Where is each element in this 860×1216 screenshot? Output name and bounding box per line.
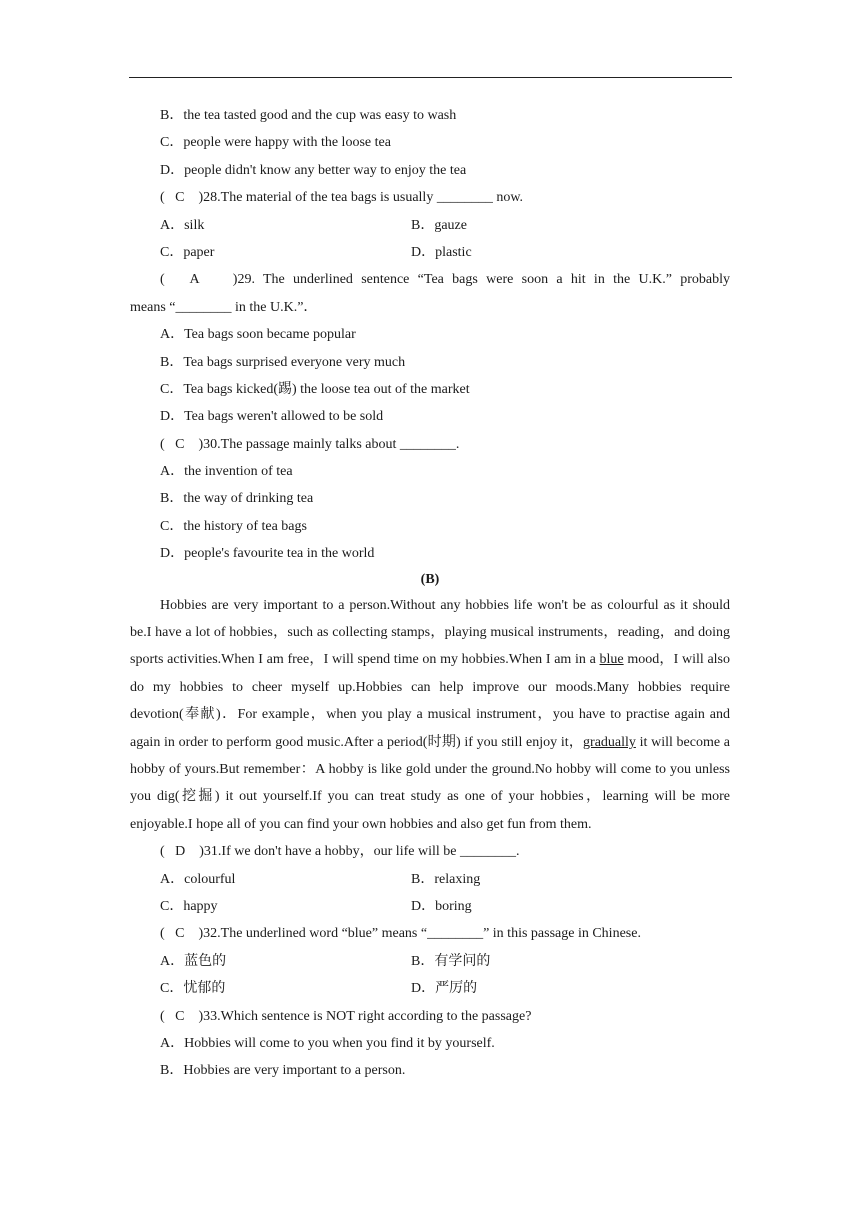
option-31d: D．boring [411,899,472,915]
question-32-stem: ( C )32.The underlined word “blue” means “________” in this passage in Chinese. [160,926,641,942]
document-body [130,102,730,1085]
question-29-stem-line-2: means “________ in the U.K.”． [130,299,318,315]
question-31-options-row-2 [130,893,730,920]
option-32c: C．忧郁的 [160,981,226,997]
option-33a: A．Hobbies will come to you when you find it by yourself. [160,1036,495,1052]
question-29-stem-line-1: ( A )29. The underlined sentence “Tea bags were soon a hit in the U.K.” probably [160,272,730,288]
underlined-word-blue: blue [599,652,624,668]
question-28-options-row-2 [130,239,730,266]
question-28-stem: ( C )28.The material of the tea bags is usually ________ now. [160,190,524,206]
passage-b-part-3: it will become a hobby of yours.But remember：A hobby is like gold under the ground.No hobby will come to you unless you dig(挖掘) it out yourself.If you can treat study as one of your hobbies，learning will be more enjoyable.I hope all of you can find your own hobbies and also get fun from them. [130,734,731,832]
question-33-stem: ( C )33.Which sentence is NOT right according to the passage? [160,1008,532,1024]
header-rule [129,77,732,78]
option-30b: B．the way of drinking tea [160,491,314,507]
option-30c: C．the history of tea bags [160,518,307,534]
option-28a: A．silk [160,217,205,233]
question-30-stem: ( C )30.The passage mainly talks about ________. [160,436,460,452]
option-30d: D．people's favourite tea in the world [160,546,375,562]
option-29c: C．Tea bags kicked(踢) the loose tea out of the market [160,381,470,397]
question-32-options-row-2 [130,975,730,1002]
option-32a: A．蓝色的 [160,953,227,969]
option-30a: A．the invention of tea [160,464,293,480]
option-27b: B．the tea tasted good and the cup was easy to wash [160,108,457,123]
option-27c: C．people were happy with the loose tea [160,135,391,151]
option-32d: D．严厉的 [411,981,478,997]
option-31a: A．colourful [160,871,236,887]
option-29a: A．Tea bags soon became popular [160,327,356,343]
option-32b: B．有学问的 [411,953,491,969]
underlined-word-gradually: gradually [583,734,636,750]
option-29b: B．Tea bags surprised everyone very much [160,354,406,370]
option-31b: B．relaxing [411,871,481,887]
question-32-options-row-1 [130,948,730,975]
option-27d: D．people didn't know any better way to enjoy the tea [160,162,467,178]
option-28b: B．gauze [411,217,467,233]
passage-b-part-1: Hobbies are very important to a person.Without any hobbies life won't be as colourful as it should be.I have a lot of hobbies，such as collecting stamps，playing musical instruments，reading，and doing sports activities.When I am free，I will spend time on my hobbies.When I am in a [130,597,730,668]
passage-b [130,592,730,839]
option-28d: D．plastic [411,244,472,260]
option-33b: B．Hobbies are very important to a person. [160,1063,406,1079]
question-31-stem: ( D )31.If we don't have a hobby，our life will be ________. [160,844,520,860]
passage-b-part-2: mood，I will also do my hobbies to cheer myself up.Hobbies can help improve our moods.Many hobbies require devotion(奉献)．For example，when you play a musical instrument，you have to practise again and again in order to perform good music.After a period(时期) if you still enjoy it， [130,652,730,750]
question-28-options-row-1 [130,212,730,239]
option-29d: D．Tea bags weren't allowed to be sold [160,409,384,425]
option-28c: C．paper [160,244,215,260]
option-31c: C．happy [160,899,218,915]
question-31-options-row-1 [130,866,730,893]
section-b-heading: (B) [420,571,440,587]
